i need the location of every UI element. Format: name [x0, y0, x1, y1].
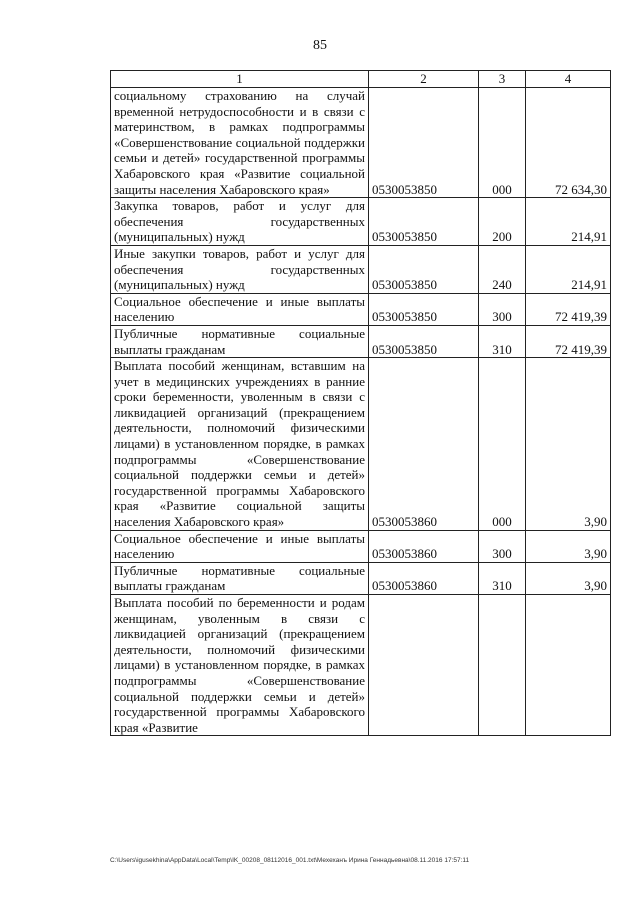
- table-row: [111, 325, 611, 357]
- row-target-code: [369, 595, 479, 736]
- row-description: Выплата пособий женщинам, вставшим на учет в медицинских учреждениях в ранние сроки беременности, уволенным в связи с ликвидацией организаций (прекращением деятельности, полномочий физическими лицами) в установленном порядке, в рамках подпрограммы «Совершенствование социальной поддержки семьи и детей» государственной программы Хабаровского края «Развитие социальной защиты населения Хабаровского края»: [111, 358, 369, 531]
- table-row: [111, 595, 611, 736]
- table-row: [111, 245, 611, 293]
- table-row: [111, 198, 611, 246]
- row-expense-type: 300: [479, 530, 526, 562]
- row-description: Выплата пособий по беременности и родам женщинам, уволенным в связи с ликвидацией организаций (прекращением деятельности, полномочий физическими лицами) в установленном порядке, в рамках подпрограммы «Совершенствование социальной поддержки семьи и детей» государственной программы Хабаровского края «Развитие: [111, 595, 369, 736]
- row-expense-type: 300: [479, 293, 526, 325]
- row-amount: 3,90: [526, 358, 611, 531]
- row-amount: [526, 595, 611, 736]
- row-target-code: 0530053850: [369, 88, 479, 198]
- row-description: Социальное обеспечение и иные выплаты населению: [111, 293, 369, 325]
- row-target-code: 0530053860: [369, 530, 479, 562]
- row-expense-type: 310: [479, 325, 526, 357]
- row-description: Публичные нормативные социальные выплаты гражданам: [111, 562, 369, 594]
- row-description: Публичные нормативные социальные выплаты гражданам: [111, 325, 369, 357]
- row-expense-type: 000: [479, 88, 526, 198]
- row-expense-type: 000: [479, 358, 526, 531]
- row-target-code: 0530053850: [369, 325, 479, 357]
- row-target-code: 0530053850: [369, 293, 479, 325]
- column-header: 3: [479, 71, 526, 88]
- row-description: Закупка товаров, работ и услуг для обеспечения государственных (муниципальных) нужд: [111, 198, 369, 246]
- column-header: 2: [369, 71, 479, 88]
- budget-table: [110, 70, 611, 736]
- row-description: Социальное обеспечение и иные выплаты населению: [111, 530, 369, 562]
- table-row: [111, 530, 611, 562]
- row-amount: 214,91: [526, 245, 611, 293]
- row-target-code: 0530053860: [369, 562, 479, 594]
- row-amount: 214,91: [526, 198, 611, 246]
- row-description: социальному страхованию на случай временной нетрудоспособности и в связи с материнством, в рамках подпрограммы «Совершенствование социальной поддержки семьи и детей» государственной программы Хабаровского края «Развитие социальной защиты населения Хабаровского края»: [111, 88, 369, 198]
- table-header-row: [111, 71, 611, 88]
- row-target-code: 0530053850: [369, 245, 479, 293]
- row-expense-type: [479, 595, 526, 736]
- footer-file-path: C:\Users\igusekhina\AppData\Local\Temp\IK_00208_08112016_001.txt\Мехеханъ Ирина Геннадьевна\08.11.2016 17:57:11: [110, 857, 470, 864]
- table-row: [111, 293, 611, 325]
- row-expense-type: 240: [479, 245, 526, 293]
- page-number: 85: [313, 38, 327, 53]
- row-target-code: 0530053860: [369, 358, 479, 531]
- row-amount: 72 419,39: [526, 293, 611, 325]
- row-amount: 72 634,30: [526, 88, 611, 198]
- row-amount: 3,90: [526, 530, 611, 562]
- row-expense-type: 310: [479, 562, 526, 594]
- row-amount: 72 419,39: [526, 325, 611, 357]
- row-target-code: 0530053850: [369, 198, 479, 246]
- row-description: Иные закупки товаров, работ и услуг для обеспечения государственных (муниципальных) нужд: [111, 245, 369, 293]
- table-row: [111, 562, 611, 594]
- row-amount: 3,90: [526, 562, 611, 594]
- table-row: [111, 88, 611, 198]
- row-expense-type: 200: [479, 198, 526, 246]
- table-row: [111, 358, 611, 531]
- column-header: 4: [526, 71, 611, 88]
- column-header: 1: [111, 71, 369, 88]
